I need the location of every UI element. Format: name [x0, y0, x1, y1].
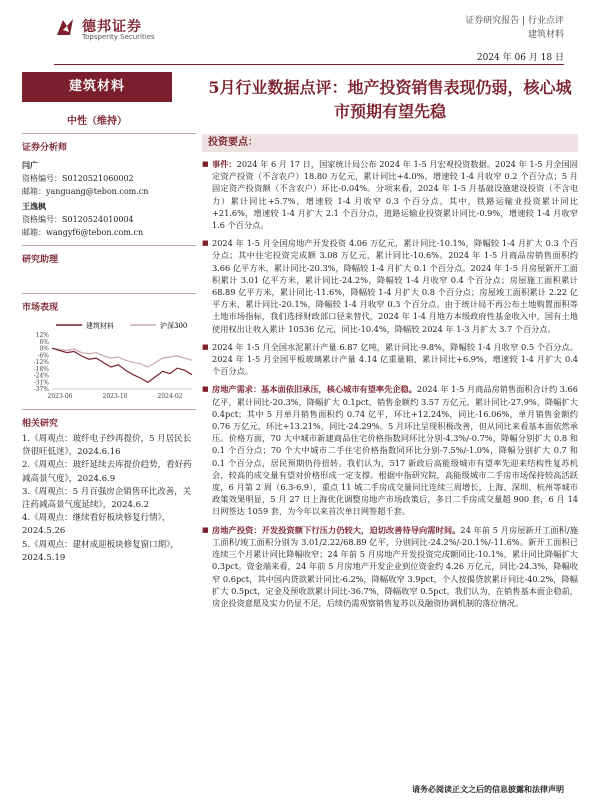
paragraph — [202, 158, 578, 231]
header-divider — [54, 64, 564, 65]
footer-disclaimer: 请务必阅读正文之后的信息披露和法律声明 — [412, 784, 564, 794]
paragraph-body: 2024 年 6 月 17 日，国家统计局公布 2024 年 1-5 月宏观投资数据。2024 年 1-5 月全国固定资产投资（不含农户）18.80 万亿元，累计同比+4.0%，增速较 1-4 月收窄 0.2 个百分点；5 月固定资产投资额（不含农户）环比-0.04%。分项来看，2024 年 1-5 月基础设施建设投资（不含电力）累计同比+5.7%，增速较 1-4 月收窄 0.3 个百分点，其中，铁路运输业投资累计同比+21.6%，增速较 1-4 月扩大 2.1 个百分点，道路运输业投资累计同比-0.9%，增速较 1-4 月收窄 1.6 个百分点。 — [212, 159, 578, 231]
related-item[interactable]: 4.《周观点：继续看好板块修复行情》，2024.5.26 — [22, 513, 171, 537]
x-tick-label: 2023-10 — [102, 393, 128, 400]
y-tick-label: -18% — [33, 365, 49, 373]
bullet-icon: ■ — [202, 342, 209, 351]
y-tick-label: -37% — [33, 386, 49, 393]
x-tick-label: 2023-06 — [47, 393, 73, 400]
paragraph-text — [212, 341, 578, 378]
y-tick-label: -6% — [37, 352, 49, 360]
paragraph — [202, 237, 578, 335]
paragraph-lead: 房地产需求：基本面依旧承压，核心城市有望率先企稳。 — [212, 384, 417, 395]
main-content — [202, 72, 578, 609]
paragraph-body: 2024 年 1-5 月全国水泥累计产量 6.87 亿吨，累计同比-9.8%，降幅较 1-4 月收窄 0.5 个百分点。2024 年 1-5 月全国平板玻璃累计产量 4.14 亿重量箱，累计同比+6.9%，增速较 1-4 月扩大 0.4 个百分点。 — [212, 341, 578, 377]
report-type — [465, 14, 564, 42]
analyst-name: 闫广 — [22, 160, 38, 170]
paragraph-lead: 事件： — [212, 159, 237, 169]
report-type-line1: 证券研究报告 | 行业点评 — [465, 16, 564, 26]
sector-badge: 建筑材料 — [22, 72, 172, 102]
y-tick-label: 12% — [35, 332, 49, 339]
rating: 中性（维持） — [67, 116, 127, 127]
legend-label-index: 沪深300 — [160, 322, 188, 330]
company-name-cn: 德邦证券 — [82, 19, 142, 35]
series-line-sector — [52, 348, 192, 382]
related-section-title: 相关研究 — [22, 419, 59, 429]
bullet-icon: ■ — [202, 160, 209, 168]
paragraph — [202, 341, 578, 378]
sidebar-divider — [22, 133, 196, 134]
report-type-line2: 建筑材料 — [527, 30, 564, 40]
market-chart — [22, 313, 196, 403]
page-footer — [0, 782, 600, 800]
sidebar — [22, 72, 196, 565]
paragraph-text — [212, 524, 578, 609]
y-tick-label: 0% — [39, 345, 49, 353]
related-item[interactable]: 1.《周观点：玻纤电子纱再提价，5 月居民长贷很旺低迷》，2024.6.16 — [22, 434, 192, 458]
paragraph — [202, 383, 578, 517]
paragraph — [202, 524, 578, 609]
y-tick-label: -31% — [33, 379, 49, 387]
analyst-name: 王逸枫 — [22, 201, 46, 211]
analyst-email[interactable]: 邮箱：wangyf6@tebon.com.cn — [22, 228, 144, 237]
paragraph-text — [212, 237, 578, 335]
analyst-cert: 资格编号：S0120524010004 — [22, 215, 134, 224]
bullet-icon: ■ — [202, 239, 209, 248]
related-item[interactable]: 5.《周观点：建材成迎板块修复窗口期》，2024.5.19 — [22, 539, 179, 563]
page-header — [0, 0, 600, 70]
y-tick-label: -12% — [33, 359, 49, 366]
bullet-icon: ■ — [202, 525, 209, 534]
sidebar-divider — [22, 293, 196, 294]
x-tick-label: 2024-02 — [157, 393, 183, 400]
y-tick-label: 6% — [39, 338, 49, 346]
paragraph-body: 24 年前 5 月房屋新开工面积/施工面积/竣工面积分别为 3.01/2.22/68.89 亿平，分别同比-24.2%/-20.1%/-11.6%。新开工面积已连续三个月累计同比降幅收窄；24 年前 5 月房地产开发投资完成额同比-10.1%，累计同比降幅扩大 0.3pct。资金端来看，24 年前 5 月房地产开发企业到位资金约 4.26 万亿元，同比-24.3%，降幅收窄 0.6pct，其中国内贷款累计同比-6.2%，降幅收窄 3.9pct，个人按揭贷款累计同比-40.2%，降幅扩大 0.5pct，定金及预收款累计同比-36.7%，降幅收窄 0.5pct。我们认为，在销售基本面企稳前，房企投资意愿及实力仍显不足，后续仍需观察销售复苏以及融资协调机制的落位情况。 — [212, 524, 578, 608]
analyst-email[interactable]: 邮箱：yanguang@tebon.com.cn — [22, 187, 149, 196]
market-chart-svg — [22, 313, 196, 403]
company-logo-icon — [54, 16, 76, 38]
sidebar-divider — [22, 409, 196, 410]
series-line-index — [52, 348, 192, 367]
y-tick-label: -24% — [33, 372, 49, 380]
related-item[interactable]: 3.《周观点：5 月百强房企销售环比改善，关注药减高景气度延续》，2024.6.2 — [22, 486, 192, 511]
analyst-card — [22, 159, 196, 198]
paragraph-text — [212, 383, 578, 517]
assistant-section-title: 研究助理 — [22, 255, 59, 265]
report-date: 2024 年 06 月 18 日 — [476, 53, 564, 63]
paragraph-body: 2024 年 1-5 月全国房地产开发投资 4.06 万亿元，累计同比-10.1%，降幅较 1-4 月扩大 0.3 个百分点；其中住宅投资完成额 3.08 万亿元，累计同比-10.6%。2024 年 1-5 月商品房销售面积约 3.66 亿平方米，累计同比-20.3%，降幅较 1-4 月扩大 0.1 个百分点。2024 年 1-5 月房屋新开工面积累计 3.01 亿平方米，累计同比-24.2%，降幅较 1-4 月收窄 0.4 个百分点；房屋施工面积累计 68.89 亿平方米，累计同比-11.6%，降幅较 1-4 月扩大 0.8 个百分点；房屋竣工面积累计 2.22 亿平方米，累计同比-20.1%，降幅较 1-4 月收窄 0.3 个百分点。由于统计局不再公布土地购置面积等土地市场指标，我们选择财政部口径来替代，2024 年 1-4 月地方本级政府性基金收入中，国有土地使用权出让收入累计 10536 亿元，同比-10.4%，降幅较 2024 年 1-3 月扩大 3.7 个百分点。 — [212, 238, 578, 334]
paragraph-body: 2024 年 1-5 月商品房销售面积合计约 3.66 亿平，累计同比-20.3%，降幅扩大 0.1pct，销售金额约 3.57 万亿元，累计同比-27.9%，降幅扩大 0.4pct；其中 5 月单月销售面积约 0.74 亿平，环比+12.24%，同比-16.06%，单月销售金额约 0.76 万亿元，环比+13.21%，同比-24.29%。5 月环比呈现积极改善，但从同比来看基本面依然承压。价格方面，70 大中城市新建商品住宅价格指数同环比分别-4.3%/-0.7%，降幅分别扩大 0.8 和 0.1 个百分点；70 个大中城市二手住宅价格指数同环比分别-7.5%/-1.0%，降幅分别扩大 0.7 和 0.1 个百分点，居民预期仍待扭转。我们认为，517 新政后高能级城市有望率先迎来结构性复苏机会，较高的成交量有望对价格形成一定支撑。根据中指研究院，高能级城市二手房市场保持较高活跃度，6 月第 2 周（6.3-6.9），重点 11 城二手房成交量同比连续三周增长，上海、深圳、杭州等城市政策效果明显，5 月 27 日上海优化调整房地产市场政策后，多日二手房成交量超 900 套，6 月 14 日网签达 1059 套，为今年以来首次单日网签超千套。 — [212, 384, 578, 517]
market-section-title: 市场表现 — [22, 303, 59, 313]
bullet-icon: ■ — [202, 385, 209, 394]
analyst-card — [22, 200, 196, 239]
related-list — [22, 433, 196, 565]
company-name-en: Topsperity Securities — [82, 33, 155, 41]
page-title: 5月行业数据点评：地产投资销售表现仍弱，核心城市预期有望先稳 — [208, 78, 572, 121]
analyst-section-title: 证券分析师 — [22, 143, 68, 153]
sidebar-divider — [22, 245, 196, 246]
legend-label-sector: 建筑材料 — [86, 322, 114, 330]
points-heading: 投资要点： — [202, 134, 578, 152]
paragraph-lead: 房地产投资：开发投资额下行压力仍较大，迫切改善待导向需时间。 — [212, 524, 461, 535]
paragraph-text — [212, 158, 578, 231]
related-item[interactable]: 2.《周观点：玻纤延续去库提价趋势，看好药减高景气度》，2024.6.9 — [22, 460, 192, 484]
analyst-cert: 资格编号：S0120521060002 — [22, 174, 134, 183]
